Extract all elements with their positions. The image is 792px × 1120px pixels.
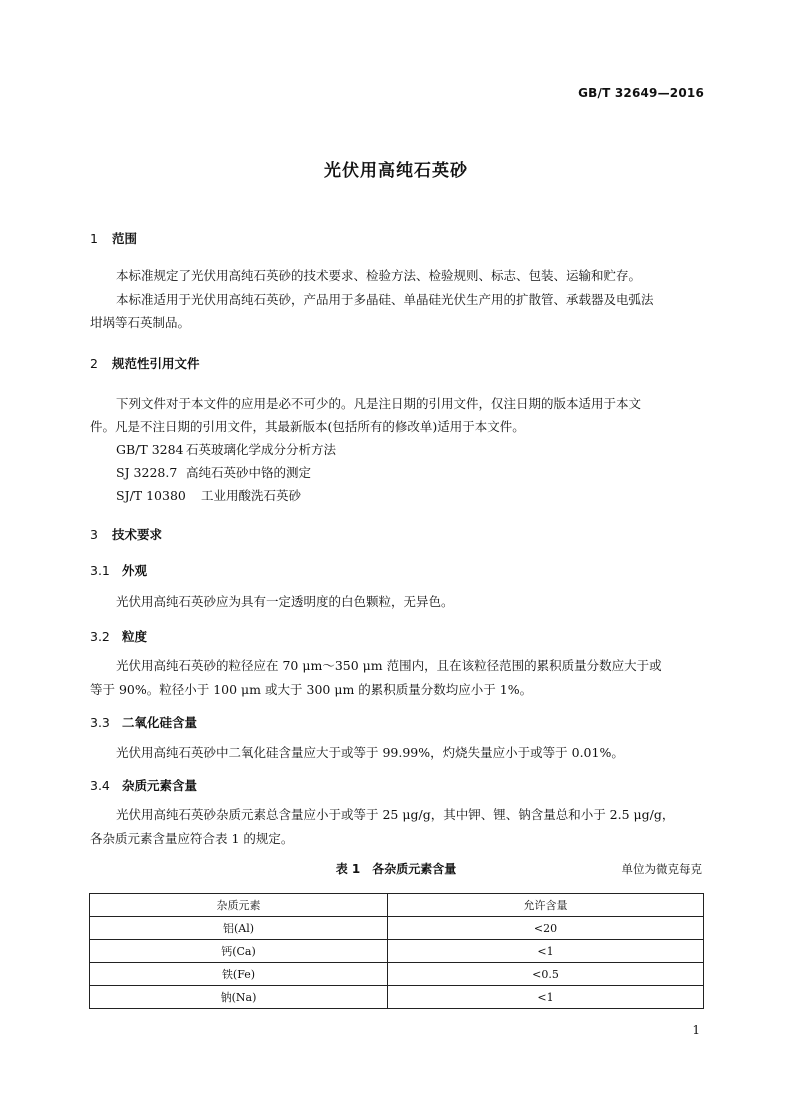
subsection-3-2-heading	[90, 627, 147, 645]
document-title: 光伏用高纯石英砂	[324, 161, 468, 181]
subsection-title: 二氧化硅含量	[122, 715, 198, 730]
section-title: 规范性引用文件	[112, 356, 200, 371]
table-cell: <0.5	[388, 963, 704, 986]
paragraph: 光伏用高纯石英砂应为具有一定透明度的白色颗粒，无异色。	[116, 594, 454, 609]
reference-code: SJ/T 10380	[116, 488, 186, 503]
subsection-3-4-heading	[90, 776, 197, 794]
paragraph: 本标准规定了光伏用高纯石英砂的技术要求、检验方法、检验规则、标志、包装、运输和贮存。	[116, 268, 642, 283]
paragraph: 本标准适用于光伏用高纯石英砂，产品用于多晶硅、单晶硅光伏生产用的扩散管、承载器及电弧法	[116, 292, 654, 307]
section-2-heading	[90, 354, 200, 372]
table-header-row	[90, 894, 704, 917]
section-number: 1	[90, 231, 98, 246]
table-row	[90, 986, 704, 1009]
subsection-number: 3.1	[90, 563, 110, 578]
subsection-number: 3.2	[90, 629, 110, 644]
subsection-3-1-heading	[90, 561, 147, 579]
subsection-number: 3.4	[90, 778, 110, 793]
section-title: 范围	[112, 231, 138, 246]
table-row	[90, 940, 704, 963]
subsection-title: 粒度	[122, 629, 148, 644]
table-cell: <1	[388, 986, 704, 1009]
table-row	[90, 917, 704, 940]
table-cell: 铁(Fe)	[90, 963, 388, 986]
subsection-number: 3.3	[90, 715, 110, 730]
paragraph: 下列文件对于本文件的应用是必不可少的。凡是注日期的引用文件，仅注日期的版本适用于本文	[116, 396, 642, 411]
reference-item	[116, 440, 336, 458]
reference-title: 高纯石英砂中铬的测定	[186, 465, 312, 480]
page-number: 1	[692, 1023, 700, 1037]
reference-item	[116, 486, 301, 504]
reference-code: SJ 3228.7	[116, 465, 178, 480]
subsection-title: 杂质元素含量	[122, 778, 198, 793]
table-cell: <20	[388, 917, 704, 940]
paragraph: 光伏用高纯石英砂的粒径应在 70 μm～350 μm 范围内，且在该粒径范围的累积质量分数应大于或	[116, 658, 662, 673]
table-caption: 表 1 各杂质元素含量	[335, 862, 457, 876]
paragraph-continuation: 坩埚等石英制品。	[90, 315, 191, 330]
table-unit-note: 单位为微克每克	[621, 862, 702, 876]
section-number: 3	[90, 527, 98, 542]
section-number: 2	[90, 356, 98, 371]
paragraph-continuation: 各杂质元素含量应符合表 1 的规定。	[90, 831, 294, 846]
reference-item	[116, 463, 311, 481]
paragraph: 光伏用高纯石英砂杂质元素总含量应小于或等于 25 μg/g，其中钾、锂、钠含量总和小于 2.5 μg/g，	[116, 807, 675, 822]
column-header: 杂质元素	[90, 894, 388, 917]
table-cell: <1	[388, 940, 704, 963]
reference-title: 工业用酸洗石英砂	[201, 488, 302, 503]
paragraph-continuation: 等于 90%。粒径小于 100 μm 或大于 300 μm 的累积质量分数均应小于 1%。	[90, 682, 533, 697]
section-title: 技术要求	[112, 527, 163, 542]
reference-code: GB/T 3284	[116, 442, 184, 457]
table-cell: 钙(Ca)	[90, 940, 388, 963]
table-row	[90, 963, 704, 986]
column-header: 允许含量	[388, 894, 704, 917]
section-3-heading	[90, 525, 162, 543]
paragraph-continuation: 件。凡是不注日期的引用文件，其最新版本(包括所有的修改单)适用于本文件。	[90, 419, 525, 434]
table-cell: 钠(Na)	[90, 986, 388, 1009]
subsection-3-3-heading	[90, 713, 197, 731]
reference-title: 石英玻璃化学成分分析方法	[186, 442, 337, 457]
subsection-title: 外观	[122, 563, 148, 578]
section-1-heading	[90, 229, 137, 247]
table-cell: 铝(Al)	[90, 917, 388, 940]
impurity-table	[89, 893, 704, 1009]
standard-code: GB/T 32649—2016	[578, 86, 704, 100]
paragraph: 光伏用高纯石英砂中二氧化硅含量应大于或等于 99.99%，灼烧失量应小于或等于 0.01%。	[116, 745, 624, 760]
